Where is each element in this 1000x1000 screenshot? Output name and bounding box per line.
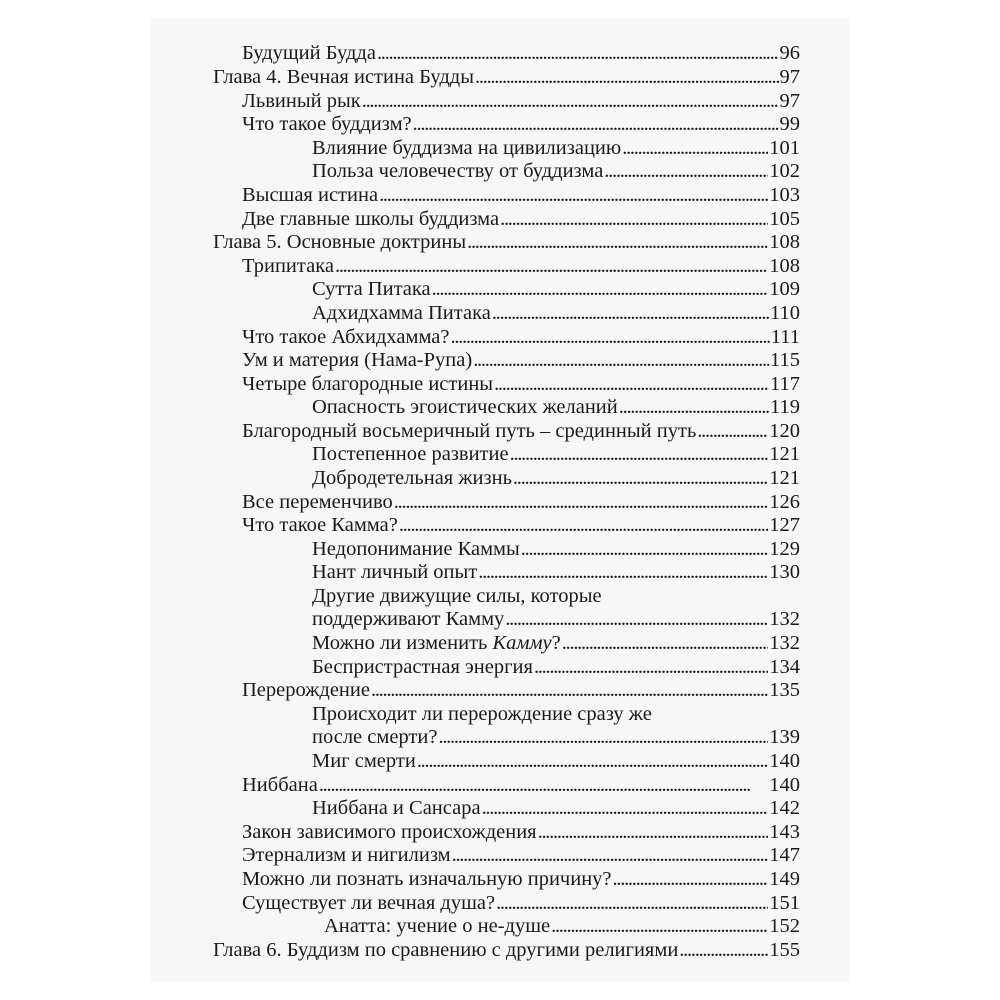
leader-dots — [679, 937, 768, 963]
toc-entry-sub — [150, 465, 850, 491]
leader-dots — [604, 158, 768, 184]
leader-dots — [475, 64, 778, 90]
toc-entry-title: Перерождение — [242, 679, 370, 701]
toc-entry-title: Влияние буддизма на цивилизацию — [312, 137, 622, 159]
toc-entry-sub — [150, 300, 850, 326]
toc-entry-title: Трипитака — [242, 255, 334, 277]
toc-entry-title: Что такое Камма? — [242, 514, 398, 536]
leader-dots — [482, 795, 769, 821]
toc-entry-page: 110 — [770, 302, 800, 324]
toc-entry-page: 134 — [769, 656, 800, 678]
toc-entry-page: 147 — [769, 844, 800, 866]
toc-entry-title: Добродетельная жизнь — [312, 467, 512, 489]
toc-entry-page: 111 — [770, 326, 800, 348]
toc-entry — [150, 40, 850, 66]
toc-entry-title: Закон зависимого происхождения — [242, 821, 537, 843]
book-page — [150, 18, 850, 982]
toc-entry-title: Опасность эгоистических желаний — [312, 396, 618, 418]
toc-entry-title: Все переменчиво — [242, 491, 393, 513]
table-of-contents — [150, 18, 850, 982]
toc-entry-page: 143 — [769, 821, 800, 843]
leader-dots — [379, 182, 768, 208]
toc-entry-page: 103 — [769, 184, 800, 206]
toc-entry-title: Нант личный опыт — [312, 561, 478, 583]
toc-entry-sub — [150, 158, 850, 184]
toc-entry-page: 102 — [769, 160, 800, 182]
toc-entry — [150, 677, 850, 703]
toc-entry-title-italic: Камму — [492, 632, 552, 654]
toc-entry-sub — [150, 441, 850, 467]
toc-entry-page: 119 — [770, 396, 800, 418]
leader-dots — [473, 347, 769, 373]
toc-entry-title: Две главные школы буддизма — [242, 208, 500, 230]
toc-entry-page: 155 — [769, 939, 800, 961]
toc-entry-sub — [150, 394, 850, 420]
leader-dots — [452, 842, 769, 868]
toc-entry-title: Адхидхамма Питака — [312, 302, 491, 324]
toc-entry-page: 140 — [769, 750, 800, 772]
toc-entry-title: Ум и материя (Нама-Рупа) — [242, 349, 473, 371]
toc-entry — [150, 842, 850, 868]
toc-entry-page: 96 — [779, 42, 800, 64]
toc-entry-title: Благородный восьмеричный путь – срединный путь — [242, 420, 697, 442]
leader-dots — [513, 465, 768, 491]
toc-entry-page: 139 — [769, 726, 800, 748]
toc-entry-sub — [150, 276, 850, 302]
toc-entry-page: 127 — [769, 514, 800, 536]
leader-dots — [619, 394, 769, 420]
toc-entry-page: 108 — [769, 231, 800, 253]
toc-entry-page: 109 — [769, 278, 800, 300]
leader-dots — [432, 276, 769, 302]
toc-entry-title: Глава 4. Вечная истина Будды — [213, 66, 475, 88]
toc-entry-title: Польза человечеству от буддизма — [312, 160, 604, 182]
toc-entry-title-part: Можно ли изменить — [312, 632, 493, 654]
leader-dots — [417, 748, 768, 774]
leader-dots — [377, 40, 779, 66]
toc-entry-title-line1: Другие движущие силы, которые — [312, 585, 602, 607]
toc-entry-page: 151 — [769, 892, 800, 914]
toc-entry-sub — [150, 559, 850, 585]
toc-entry-page: 97 — [779, 66, 800, 88]
toc-entry-chapter — [150, 64, 850, 90]
toc-entry-title: после смерти? — [312, 726, 438, 748]
toc-entry — [150, 866, 850, 892]
toc-entry-title: Высшая истина — [242, 184, 379, 206]
leader-dots — [505, 606, 768, 632]
toc-entry-title: Беспристрастная энергия — [312, 656, 533, 678]
toc-entry-title: Существует ли вечная душа? — [242, 892, 496, 914]
toc-entry-title: Этернализм и нигилизм — [242, 844, 451, 866]
toc-entry-page: 149 — [769, 868, 800, 890]
toc-entry-title: Будущий Будда — [242, 42, 376, 64]
toc-entry-page: 97 — [779, 90, 800, 112]
toc-entry-page: 120 — [769, 420, 800, 442]
toc-entry-title: Постепенное развитие — [312, 443, 509, 465]
leader-dots — [413, 111, 779, 137]
leader-dots — [478, 559, 768, 585]
toc-entry-title: поддерживают Камму — [312, 608, 505, 630]
toc-entry-page: 99 — [779, 113, 800, 135]
toc-entry-chapter — [150, 229, 850, 255]
toc-entry-page: 105 — [769, 208, 800, 230]
leader-dots — [467, 229, 768, 255]
toc-entry-page: 101 — [769, 137, 800, 159]
toc-entry-title — [312, 630, 561, 656]
toc-entry-page: 115 — [770, 349, 800, 371]
toc-entry-page: 130 — [769, 561, 800, 583]
toc-entry-page: 135 — [769, 679, 800, 701]
toc-entry-title: Львиный рык — [242, 90, 361, 112]
toc-entry-title: Глава 6. Буддизм по сравнению с другими религиями — [213, 939, 679, 961]
toc-entry-page: 126 — [769, 491, 800, 513]
toc-entry — [150, 347, 850, 373]
toc-entry-page: 152 — [769, 915, 800, 937]
leader-dots — [551, 913, 768, 939]
toc-entry-title: Анатта: учение о не-душе — [324, 915, 551, 937]
toc-entry-page: 142 — [769, 797, 800, 819]
toc-entry-title: Четыре благородные истины — [242, 373, 494, 395]
toc-entry-page: 132 — [769, 632, 800, 654]
toc-entry-page: 129 — [769, 538, 800, 560]
toc-entry-title-line1: Происходит ли перерождение сразу же — [312, 703, 652, 725]
leader-dots — [371, 677, 768, 703]
leader-dots — [399, 512, 768, 538]
toc-entry-page: 140 — [769, 774, 800, 796]
toc-entry-title: Ниббана — [242, 774, 318, 796]
toc-entry-sub — [150, 748, 850, 774]
toc-entry-page: 121 — [769, 467, 800, 489]
toc-entry-title-part: ? — [551, 632, 561, 654]
toc-entry-title: Миг смерти — [312, 750, 416, 772]
toc-entry — [150, 512, 850, 538]
toc-entry-sub — [150, 630, 850, 656]
toc-entry-sub — [150, 795, 850, 821]
toc-entry-sub — [150, 606, 850, 632]
toc-entry — [150, 182, 850, 208]
toc-entry-title: Сутта Питака — [312, 278, 431, 300]
toc-entry-sub — [150, 724, 850, 750]
toc-entry-title: Что такое буддизм? — [242, 113, 412, 135]
toc-entry-title: Глава 5. Основные доктрины — [213, 231, 467, 253]
leader-dots — [510, 441, 769, 467]
toc-entry-page: 108 — [769, 255, 800, 277]
toc-entry — [150, 111, 850, 137]
toc-entry-title: Ниббана и Сансара — [312, 797, 481, 819]
leader-dots — [492, 300, 769, 326]
toc-entry-sub — [150, 913, 850, 939]
toc-entry-title: Можно ли познать изначальную причину? — [242, 868, 612, 890]
toc-entry-page: 132 — [769, 608, 800, 630]
leader-dots — [613, 866, 769, 892]
leader-dots — [438, 724, 768, 750]
toc-entry-page: 121 — [769, 443, 800, 465]
toc-entry-title: Что такое Абхидхамма? — [242, 326, 450, 348]
toc-entry-title: Недопонимание Каммы — [312, 538, 520, 560]
toc-entry-page: 117 — [770, 373, 800, 395]
leader-dots — [562, 630, 768, 656]
toc-entry-chapter — [150, 937, 850, 963]
